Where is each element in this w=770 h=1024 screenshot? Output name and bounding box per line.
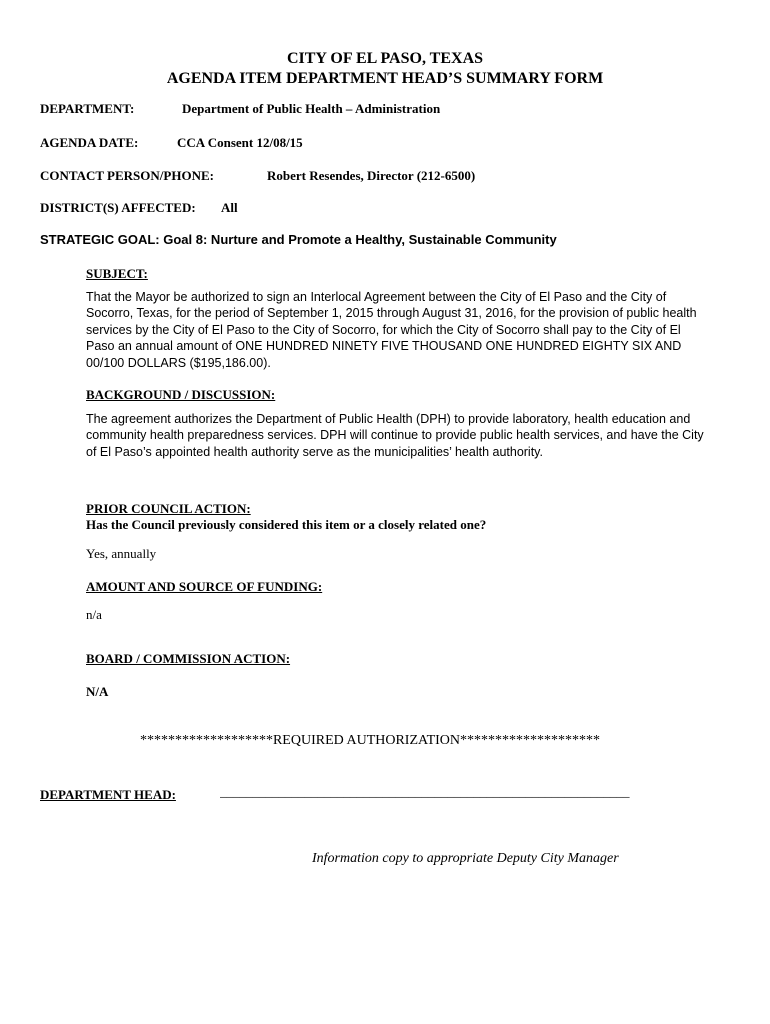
department-value: Department of Public Health – Administration — [182, 101, 441, 116]
prior-action-answer: Yes, annually — [86, 546, 157, 561]
strategic-goal: STRATEGIC GOAL: Goal 8: Nurture and Promote a Healthy, Sustainable Community — [40, 232, 557, 247]
background-heading: BACKGROUND / DISCUSSION: — [86, 387, 276, 402]
prior-action-heading: PRIOR COUNCIL ACTION: — [86, 501, 251, 516]
contact-label: CONTACT PERSON/PHONE: — [40, 168, 214, 183]
district-value: All — [221, 200, 238, 215]
department-label: DEPARTMENT: — [40, 101, 135, 116]
subject-text: That the Mayor be authorized to sign an Interlocal Agreement between the City of El Paso and the City of Socorro, Texas, for the period of September 1, 2015 through August 31, 2016, for the provision of public health services by the City of El Paso to the City of Socorro, for which the City of Socorro shall pay to the City of El Paso an annual amount of ONE HUNDRED NINETY FIVE THOUSAND ONE HUNDRED EIGHTY SIX AND 00/100 DOLLARS ($195,186.00). — [86, 290, 697, 370]
required-authorization-banner: *******************REQUIRED AUTHORIZATION******************** — [139, 733, 601, 748]
contact-value: Robert Resendes, Director (212-6500) — [267, 168, 476, 183]
funding-heading: AMOUNT AND SOURCE OF FUNDING: — [86, 579, 323, 594]
form-title: AGENDA ITEM DEPARTMENT HEAD’S SUMMARY FORM — [166, 70, 604, 87]
agenda-date-label: AGENDA DATE: — [40, 135, 139, 150]
department-head-label: DEPARTMENT HEAD: — [40, 787, 176, 802]
form-title-city: CITY OF EL PASO, TEXAS — [286, 50, 484, 67]
prior-action-question: Has the Council previously considered this item or a closely related one? — [86, 517, 487, 532]
footer-note: Information copy to appropriate Deputy City Manager — [312, 851, 619, 866]
subject-heading: SUBJECT: — [86, 266, 148, 281]
background-text: The agreement authorizes the Department of Public Health (DPH) to provide laboratory, health education and community health preparedness services. DPH will continue to provide public health services, and have the City of El Paso’s appointed health authority serve as the municipalities’ health authority. — [86, 412, 704, 459]
board-value: N/A — [86, 684, 109, 699]
district-label: DISTRICT(S) AFFECTED: — [40, 200, 196, 215]
funding-value: n/a — [86, 607, 102, 622]
signature-line[interactable]: _______________________________________________________________ — [220, 784, 630, 799]
agenda-date-value: CCA Consent 12/08/15 — [177, 135, 303, 150]
board-heading: BOARD / COMMISSION ACTION: — [86, 651, 291, 666]
